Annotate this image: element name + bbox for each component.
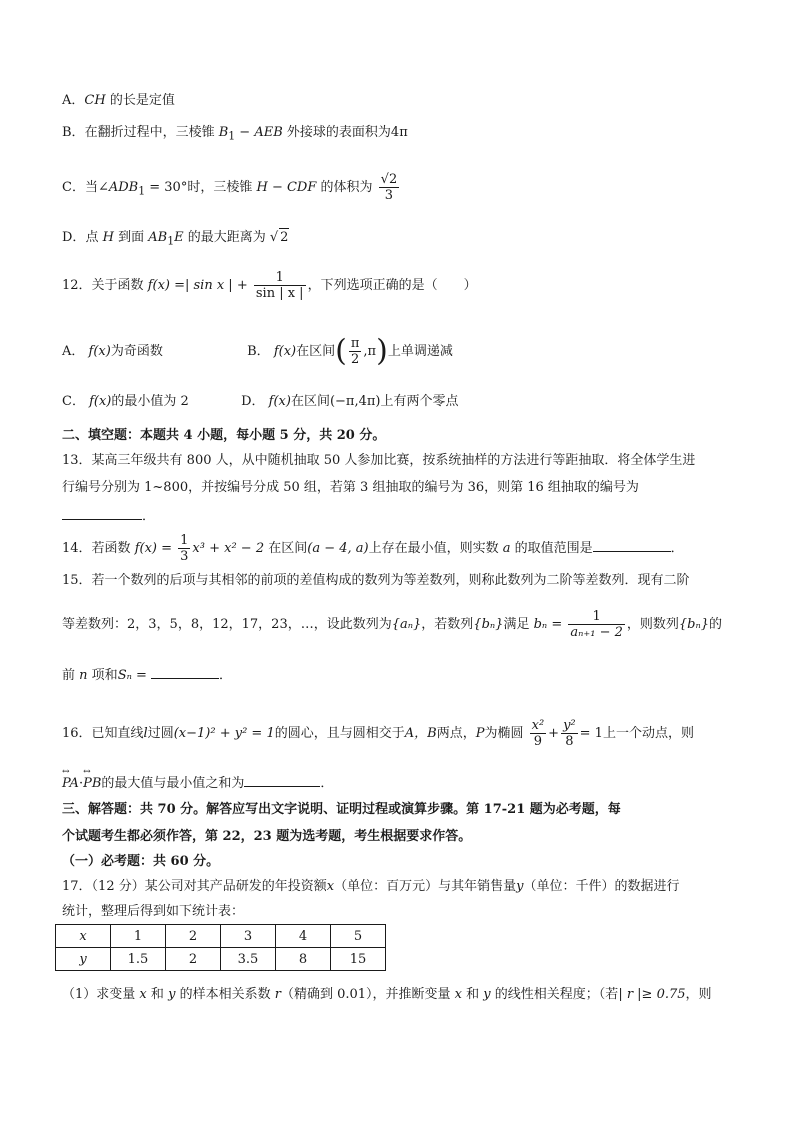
- fraction-x2-over-9: $\frac{\text{x²}}{9}$: [531, 718, 545, 749]
- table-row-x: [56, 925, 386, 948]
- fraction-sqrt2-over-3: $\frac{√2}{3}$: [380, 172, 398, 203]
- q11-option-a: A．CH 的长是定值: [62, 93, 175, 108]
- fraction-one-over-sin: $\frac{1}{\sin | x |}$: [255, 270, 304, 301]
- table-cell: 2: [166, 948, 221, 971]
- section-2-heading: 二、填空题：本题共 4 小题，每小题 5 分，共 20 分。: [62, 428, 386, 443]
- q11-option-d: D．点 H 到面 $AB_1E$ 的最大距离为 √ 2: [62, 230, 289, 248]
- q12-options-cd: C． f(x)的最小值为 2 D． f(x)在区间(−π,4π)上有两个零点: [62, 394, 459, 409]
- vector-pa: ↔ PA: [62, 775, 79, 793]
- table-cell: x: [56, 925, 111, 948]
- table-cell: 1: [111, 925, 166, 948]
- q13-line2: 行编号分别为 1~800，并按编号分成 50 组，若第 3 组抽取的编号为 36，则第 16 组抽取的编号为: [62, 480, 639, 495]
- statistics-table: [55, 924, 386, 971]
- fraction-y2-over-8: $\frac{\text{y²}}{8}$: [563, 718, 576, 749]
- fraction-one-third: $\frac{1}{3}$: [180, 533, 189, 564]
- vector-pb: ↔ PB: [83, 775, 101, 793]
- q11-option-c: C．当$\angle ADB_1 = 30^\circ$时，三棱锥 H − CDF 的体积为 $\frac{√2}{3}$: [62, 172, 398, 203]
- table-cell: 8: [276, 948, 331, 971]
- table-row-y: [56, 948, 386, 971]
- fraction-pi-over-2: $\frac{\pi}{2}$: [350, 336, 360, 367]
- q17-line2: 统计，整理后得到如下统计表：: [62, 904, 245, 919]
- q15-line3: 前 n 项和Sₙ = ．: [62, 665, 232, 685]
- q15-line1: 15．若一个数列的后项与其相邻的前项的差值构成的数列为等差数列，则称此数列为二阶等差数列．现有二阶: [62, 573, 690, 588]
- q11-option-b: B．在翻折过程中，三棱锥 $B_1$ − AEB 外接球的表面积为4π: [62, 125, 408, 143]
- q13-answer-blank: ．: [62, 506, 155, 526]
- q13-line1: 13．某高三年级共有 800 人，从中随机抽取 50 人参加比赛，按系统抽样的方法进行等距抽取．将全体学生进: [62, 453, 696, 468]
- table-cell: 4: [276, 925, 331, 948]
- section-3-heading-line1: 三、解答题：共 70 分。解答应写出文字说明、证明过程或演算步骤。第 17-21 题为必考题，每: [62, 802, 621, 817]
- q14-line: 14．若函数 f(x) = $\frac{1}{3}$ x³ + x² − 2 在区间(a − 4, a)上存在最小值，则实数 a 的取值范围是 ．: [62, 533, 684, 564]
- section-3-heading-line2: 个试题考生都必须作答，第 22，23 题为选考题，考生根据要求作答。: [62, 829, 472, 844]
- fraction-bn-def: $\frac{1}{\text{aₙ₊₁ − 2}}$: [570, 609, 623, 640]
- table-cell: y: [56, 948, 111, 971]
- table-cell: 3: [221, 925, 276, 948]
- q16-line2: ↔ PA·↔ PB的最大值与最小值之和为 ．: [62, 773, 333, 793]
- q12-options-ab: A． f(x)为奇函数 B． f(x)在区间( $\frac{\pi}{2}$ ,π)上单调递减: [62, 333, 453, 369]
- table-cell: 1.5: [111, 948, 166, 971]
- q16-line1: 16．已知直线l过圆(x−1)² + y² = 1的圆心，且与圆相交于A，B两点，P为椭圆 $\frac{\text{x²}}{9}$ + $\frac{\text{y²}}{8}$ = 1上一个动点，则: [62, 718, 694, 749]
- q12-stem: 12．关于函数 f(x) =| sin x | + $\frac{1}{\sin | x |}$ ，下列选项正确的是（ ）: [62, 270, 477, 301]
- table-cell: 15: [331, 948, 386, 971]
- q15-line2: 等差数列：2，3，5，8，12，17，23，…，设此数列为{aₙ}，若数列{bₙ}满足 bₙ = $\frac{1}{\text{aₙ₊₁ − 2}}$ ，则数列{bₙ}的: [62, 609, 723, 640]
- q17-line1: 17．（12 分）某公司对其产品研发的年投资额x（单位：百万元）与其年销售量y（单位：千件）的数据进行: [62, 879, 680, 894]
- table-cell: 3.5: [221, 948, 276, 971]
- table-cell: 2: [166, 925, 221, 948]
- table-cell: 5: [331, 925, 386, 948]
- q17-part1: （1）求变量 x 和 y 的样本相关系数 r（精确到 0.01），并推断变量 x 和 y 的线性相关程度；（若| r |≥ 0.75，则: [62, 987, 712, 1002]
- section-3-subheading: （一）必考题：共 60 分。: [62, 854, 220, 869]
